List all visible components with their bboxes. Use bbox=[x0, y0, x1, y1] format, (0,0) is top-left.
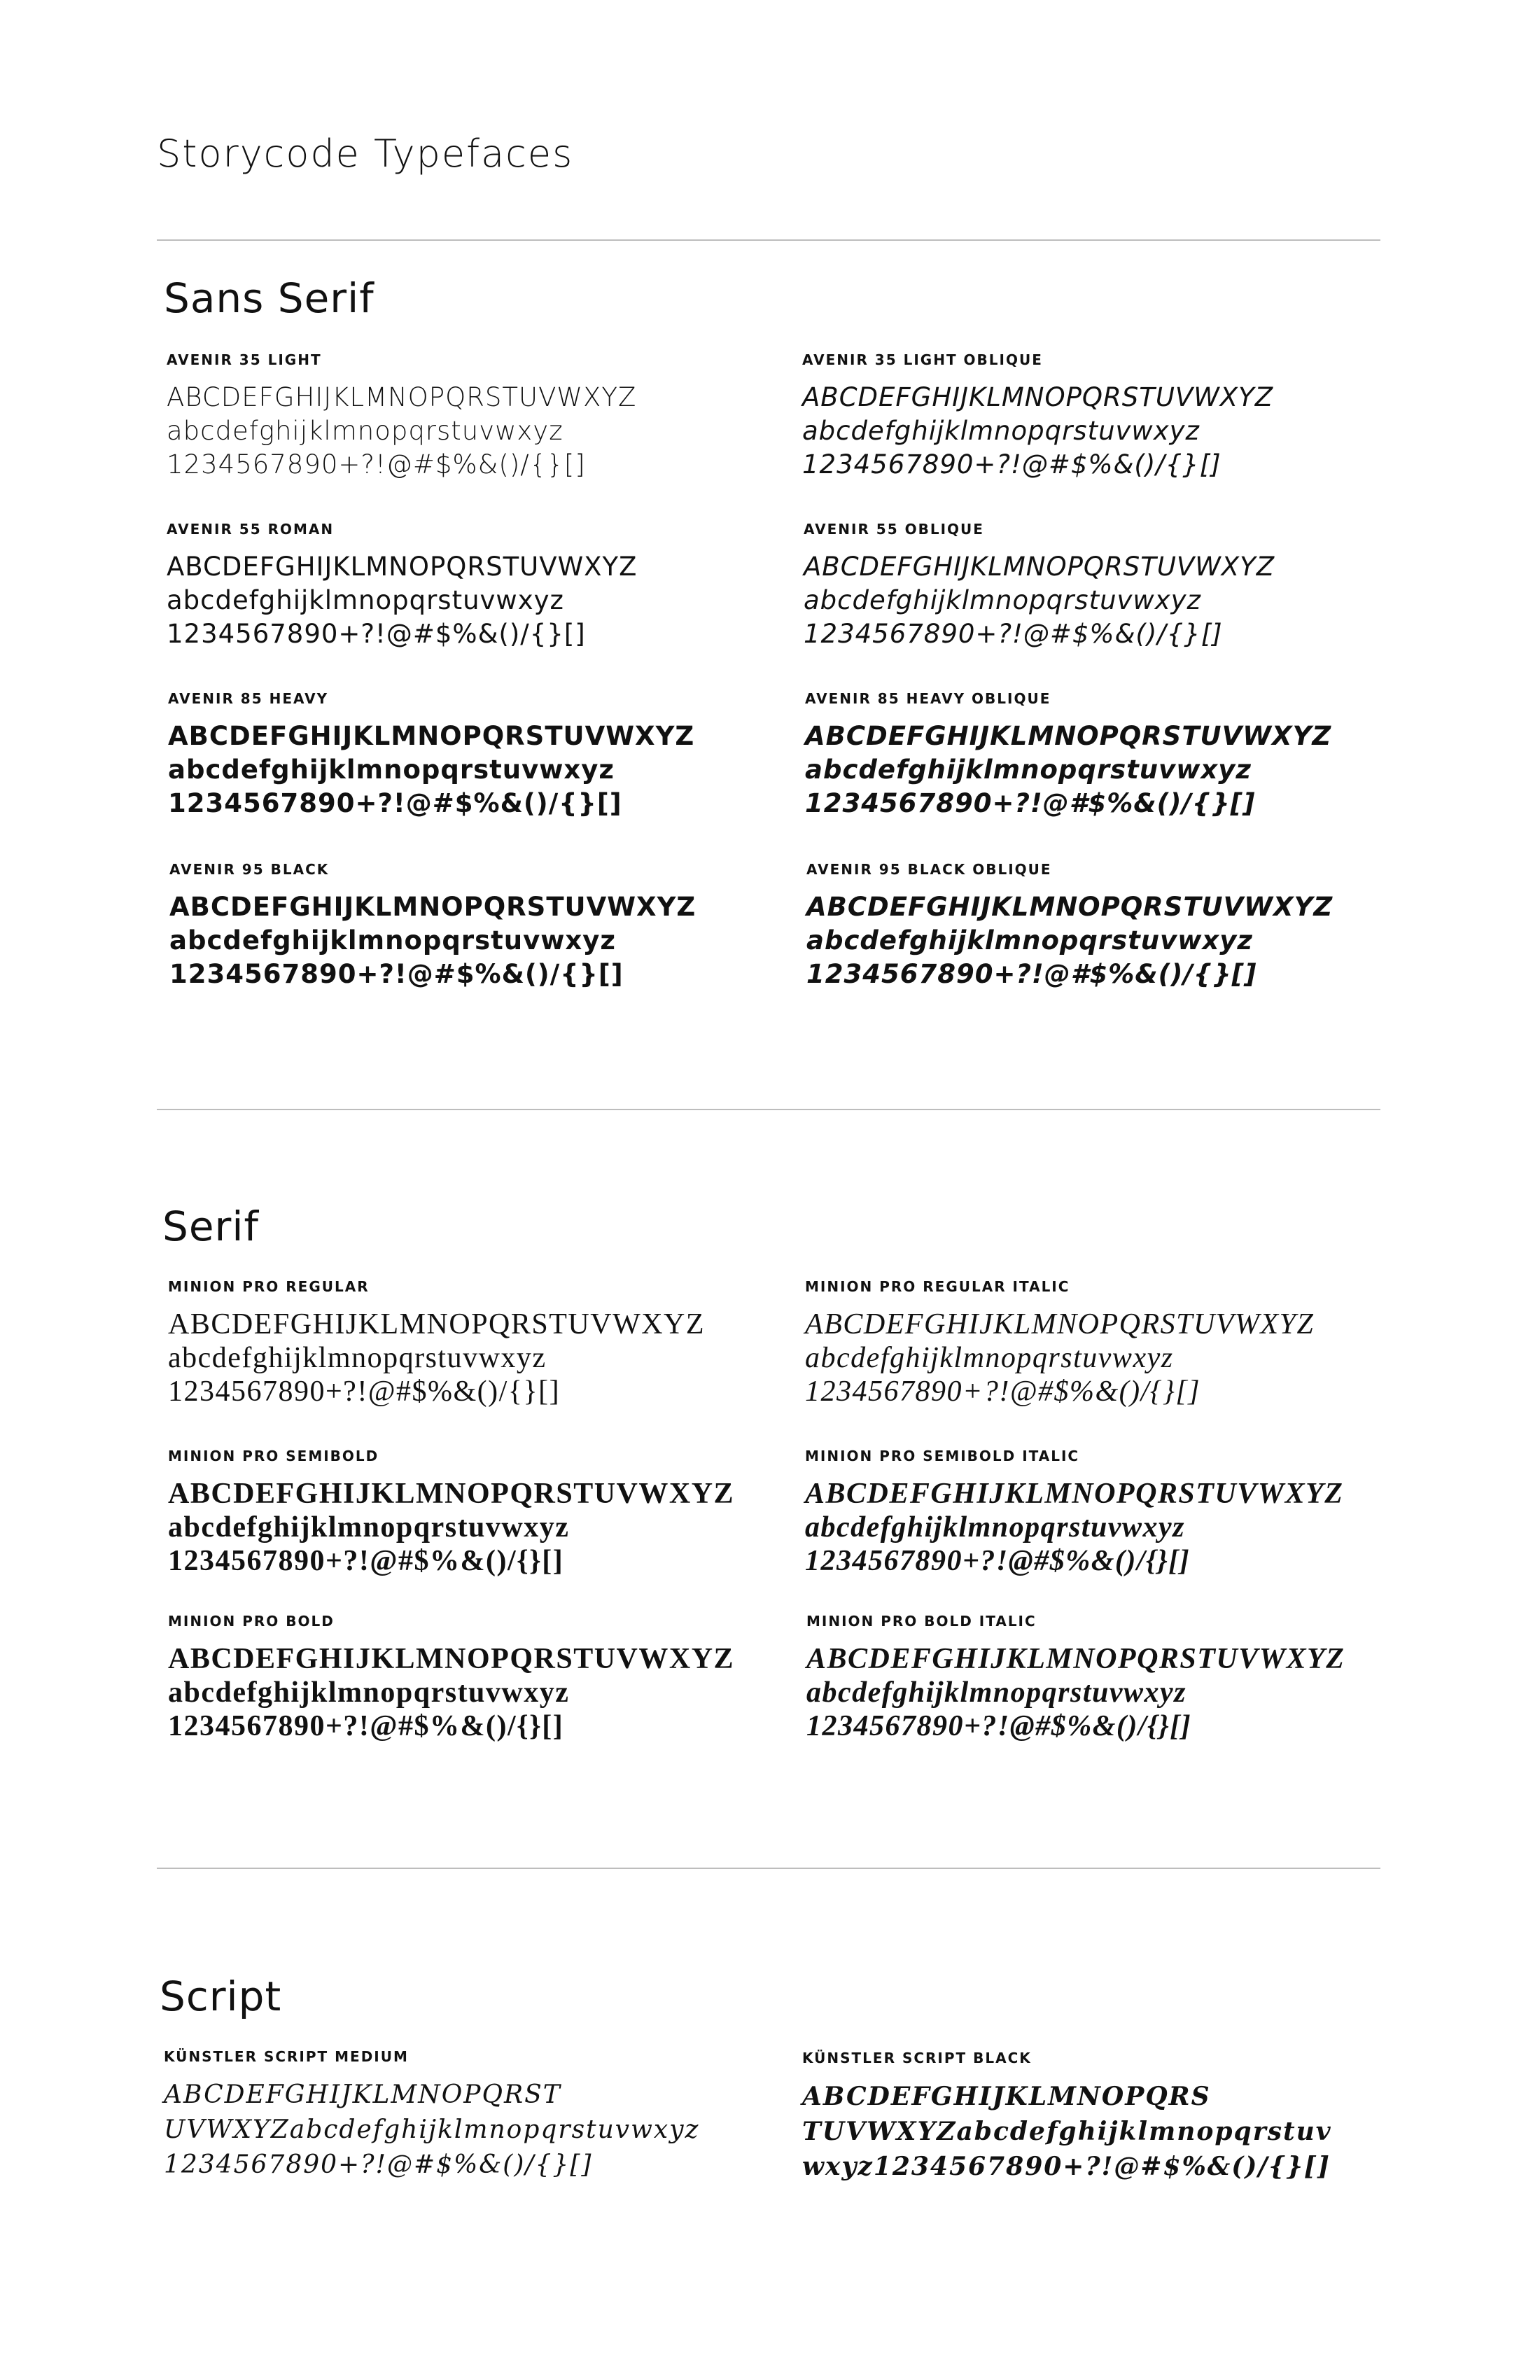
specimen-lowercase: abcdefghijklmnopqrstuvwxyz bbox=[804, 585, 1201, 615]
specimen-avenir-95-black-oblique bbox=[806, 861, 1333, 991]
section-title-script: Script bbox=[160, 1973, 282, 2020]
specimen-uppercase: ABCDEFGHIJKLMNOPQRSTUVWXYZ bbox=[805, 1308, 1315, 1340]
specimen-uppercase: ABCDEFGHIJKLMNOPQRSTUVWXYZ bbox=[169, 892, 696, 922]
specimen-uppercase: ABCDEFGHIJKLMNOPQRSTUVWXYZ bbox=[806, 892, 1334, 922]
specimen-numerals: 1234567890+?!@#$%&()/{}[] bbox=[167, 449, 586, 479]
specimen-minion-pro-bold bbox=[168, 1613, 734, 1743]
specimen-numerals: 1234567890+?!@#$%&()/{}[] bbox=[804, 619, 1223, 649]
specimen-line-3: wxyz1234567890+?!@#$%&()/{}[] bbox=[802, 2152, 1331, 2181]
specimen-label: KÜNSTLER SCRIPT BLACK bbox=[802, 2050, 1032, 2066]
specimen-numerals: 1234567890+?!@#$%&()/{}[] bbox=[805, 1545, 1191, 1577]
specimen-avenir-35-light-oblique bbox=[802, 351, 1273, 482]
specimen-numerals: 1234567890+?!@#$%&()/{}[] bbox=[805, 788, 1256, 818]
specimen-uppercase: ABCDEFGHIJKLMNOPQRSTUVWXYZ bbox=[805, 721, 1332, 751]
specimen-avenir-85-heavy-oblique bbox=[805, 690, 1331, 820]
specimen-avenir-55-oblique bbox=[804, 521, 1275, 651]
specimen-uppercase: ABCDEFGHIJKLMNOPQRSTUVWXYZ bbox=[167, 382, 637, 412]
specimen-label: AVENIR 35 LIGHT OBLIQUE bbox=[802, 351, 1043, 368]
specimen-uppercase: ABCDEFGHIJKLMNOPQRSTUVWXYZ bbox=[168, 1308, 706, 1340]
specimen-numerals: 1234567890+?!@#$%&()/{}[] bbox=[167, 619, 586, 649]
specimen-numerals: 1234567890+?!@#$%&()/{}[] bbox=[168, 1710, 564, 1742]
specimen-lowercase: abcdefghijklmnopqrstuvwxyz bbox=[167, 585, 564, 615]
divider bbox=[157, 1868, 1380, 1869]
specimen-lowercase: abcdefghijklmnopqrstuvwxyz bbox=[802, 416, 1200, 446]
specimen-uppercase: ABCDEFGHIJKLMNOPQRSTUVWXYZ bbox=[168, 1478, 735, 1510]
specimen-minion-pro-regular-italic bbox=[805, 1278, 1314, 1408]
specimen-line-2: TUVWXYZabcdefghijklmnopqrstuv bbox=[802, 2117, 1332, 2146]
specimen-label: AVENIR 95 BLACK OBLIQUE bbox=[806, 861, 1052, 878]
specimen-label: MINION PRO REGULAR bbox=[168, 1278, 370, 1295]
specimen-numerals: 1234567890+?!@#$%&()/{}[] bbox=[806, 1710, 1192, 1742]
specimen-lowercase: abcdefghijklmnopqrstuvwxyz bbox=[806, 925, 1253, 955]
specimen-label: MINION PRO REGULAR ITALIC bbox=[805, 1278, 1070, 1295]
specimen-lowercase: abcdefghijklmnopqrstuvwxyz bbox=[168, 1676, 570, 1709]
specimen-label: AVENIR 55 ROMAN bbox=[167, 521, 335, 538]
specimen-label: MINION PRO BOLD bbox=[168, 1613, 335, 1630]
specimen-avenir-55-roman bbox=[167, 521, 637, 651]
specimen-line-1: ABCDEFGHIJKLMNOPQRST bbox=[164, 2080, 561, 2109]
specimen-uppercase: ABCDEFGHIJKLMNOPQRSTUVWXYZ bbox=[167, 552, 638, 582]
specimen-minion-pro-regular bbox=[168, 1278, 705, 1408]
specimen-avenir-95-black bbox=[169, 861, 696, 991]
specimen-kunstler-script-black bbox=[802, 2050, 1332, 2184]
specimen-numerals: 1234567890+?!@#$%&()/{}[] bbox=[806, 959, 1257, 989]
specimen-uppercase: ABCDEFGHIJKLMNOPQRSTUVWXYZ bbox=[168, 721, 695, 751]
specimen-uppercase: ABCDEFGHIJKLMNOPQRSTUVWXYZ bbox=[168, 1643, 735, 1675]
specimen-line-3: 1234567890+?!@#$%&()/{}[] bbox=[164, 2150, 593, 2179]
specimen-lowercase: abcdefghijklmnopqrstuvwxyz bbox=[805, 1511, 1186, 1544]
section-title-sans-serif: Sans Serif bbox=[164, 274, 374, 322]
divider bbox=[157, 1109, 1380, 1110]
divider bbox=[157, 239, 1380, 241]
specimen-numerals: 1234567890+?!@#$%&()/{}[] bbox=[168, 1376, 561, 1408]
specimen-label: MINION PRO BOLD ITALIC bbox=[806, 1613, 1037, 1630]
section-title-serif: Serif bbox=[162, 1203, 259, 1250]
page-title: Storycode Typefaces bbox=[157, 132, 574, 176]
specimen-label: MINION PRO SEMIBOLD bbox=[168, 1448, 379, 1464]
specimen-lowercase: abcdefghijklmnopqrstuvwxyz bbox=[806, 1676, 1187, 1709]
specimen-numerals: 1234567890+?!@#$%&()/{}[] bbox=[169, 959, 624, 989]
specimen-minion-pro-semibold-italic bbox=[805, 1448, 1343, 1578]
specimen-minion-pro-bold-italic bbox=[806, 1613, 1345, 1743]
specimen-label: MINION PRO SEMIBOLD ITALIC bbox=[805, 1448, 1080, 1464]
specimen-avenir-85-heavy bbox=[168, 690, 694, 820]
specimen-lowercase: abcdefghijklmnopqrstuvwxyz bbox=[169, 925, 616, 955]
specimen-numerals: 1234567890+?!@#$%&()/{}[] bbox=[168, 788, 622, 818]
specimen-label: AVENIR 85 HEAVY OBLIQUE bbox=[805, 690, 1051, 707]
specimen-label: AVENIR 35 LIGHT bbox=[167, 351, 322, 368]
specimen-kunstler-script-medium bbox=[164, 2048, 700, 2183]
specimen-uppercase: ABCDEFGHIJKLMNOPQRSTUVWXYZ bbox=[805, 1478, 1344, 1510]
specimen-lowercase: abcdefghijklmnopqrstuvwxyz bbox=[805, 1342, 1174, 1374]
specimen-uppercase: ABCDEFGHIJKLMNOPQRSTUVWXYZ bbox=[802, 382, 1274, 412]
specimen-lowercase: abcdefghijklmnopqrstuvwxyz bbox=[168, 755, 615, 785]
specimen-lowercase: abcdefghijklmnopqrstuvwxyz bbox=[805, 755, 1252, 785]
specimen-label: AVENIR 55 OBLIQUE bbox=[804, 521, 984, 538]
specimen-line-1: ABCDEFGHIJKLMNOPQRS bbox=[802, 2082, 1211, 2111]
specimen-lowercase: abcdefghijklmnopqrstuvwxyz bbox=[167, 416, 564, 446]
specimen-avenir-35-light bbox=[167, 351, 636, 482]
specimen-label: AVENIR 95 BLACK bbox=[169, 861, 330, 878]
specimen-uppercase: ABCDEFGHIJKLMNOPQRSTUVWXYZ bbox=[804, 552, 1275, 582]
specimen-numerals: 1234567890+?!@#$%&()/{}[] bbox=[805, 1376, 1201, 1408]
specimen-numerals: 1234567890+?!@#$%&()/{}[] bbox=[802, 449, 1222, 479]
specimen-line-2: UVWXYZabcdefghijklmnopqrstuvwxyz bbox=[164, 2115, 700, 2144]
specimen-lowercase: abcdefghijklmnopqrstuvwxyz bbox=[168, 1511, 570, 1544]
specimen-numerals: 1234567890+?!@#$%&()/{}[] bbox=[168, 1545, 564, 1577]
specimen-label: KÜNSTLER SCRIPT MEDIUM bbox=[164, 2048, 409, 2065]
specimen-label: AVENIR 85 HEAVY bbox=[168, 690, 329, 707]
specimen-uppercase: ABCDEFGHIJKLMNOPQRSTUVWXYZ bbox=[806, 1643, 1345, 1675]
specimen-minion-pro-semibold bbox=[168, 1448, 734, 1578]
specimen-lowercase: abcdefghijklmnopqrstuvwxyz bbox=[168, 1342, 547, 1374]
